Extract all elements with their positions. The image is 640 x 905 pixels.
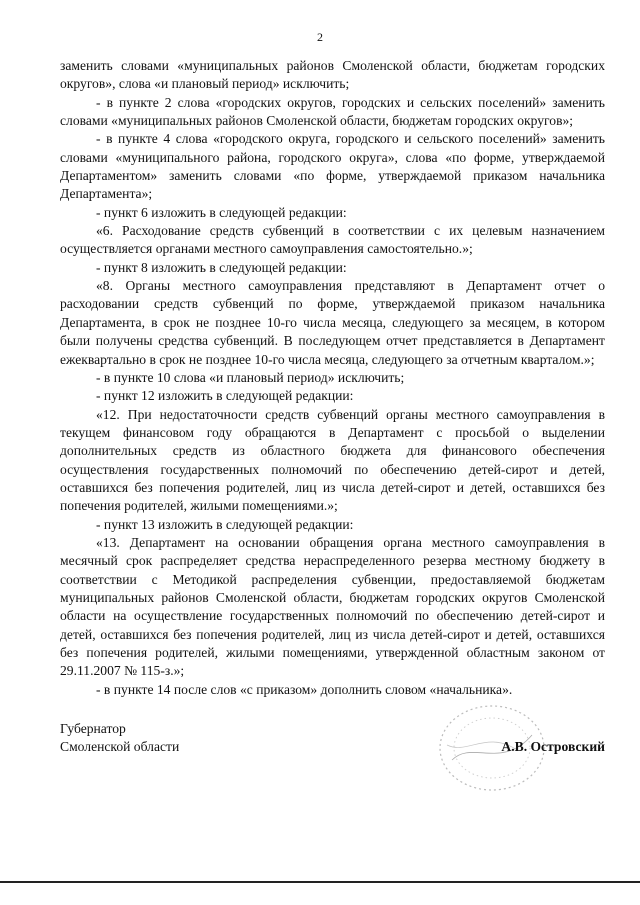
paragraph: - пункт 8 изложить в следующей редакции: (96, 259, 347, 275)
paragraph: «12. При недостаточности средств субвенций органы местного самоуправления в текущем финансовом году обращаются в Департамент с просьбой о выделении дополнительных средств из областного бюджета для финансового обеспечения осуществления государственных полномочий по обеспечению детей-сирот и детей, оставшихся без попечения родителей, лиц из числа детей-сирот и детей, оставшихся без попечения родителей, жилыми помещениями.»; (60, 406, 605, 514)
paragraph: - в пункте 10 слова «и плановый период» исключить; (96, 369, 405, 385)
paragraph: - в пункте 2 слова «городских округов, городских и сельских поселений» заменить словами «муниципальных районов Смоленской области, бюджетам городских округов»; (60, 94, 605, 129)
signer-title-line2: Смоленской области (60, 739, 180, 755)
paragraph: - в пункте 14 после слов «с приказом» дополнить словом «начальника». (96, 681, 513, 697)
signer-title-line1: Губернатор (60, 721, 126, 736)
paragraph: «13. Департамент на основании обращения органа местного самоуправления в месячный срок распределяет средства нераспределенного резерва местному бюджету в соответствии с Методикой распределения субвенции, предоставляемой бюджетам муниципальных районов Смоленской области, бюджетам городских округов Смоленской области на осуществление государственных полномочий по обеспечению детей-сирот и детей, оставшихся без попечения родителей, лиц из числа детей-сирот и детей, оставшихся без попечения родителей, жилыми помещениями, утвержденной областным законом от 29.11.2007 № 115-з.»; (60, 534, 605, 679)
page-number: 2 (317, 30, 323, 44)
signer-title (60, 720, 179, 757)
paragraph: - пункт 13 изложить в следующей редакции: (96, 516, 354, 532)
signer-name: А.В. Островский (501, 739, 605, 754)
paragraph: «8. Органы местного самоуправления представляют в Департамент отчет о расходовании средств субвенций по форме, утверждаемой приказом начальника Департамента, в срок не позднее 10-го числа месяца, следующего за месяцем, в котором были получены средства субвенций. В последующем отчет представляется в Департамент ежеквартально в срок не позднее 10-го числа месяца, следующего за отчетным кварталом.»; (60, 278, 605, 367)
document-body (60, 57, 605, 699)
paragraph: - пункт 12 изложить в следующей редакции: (96, 388, 354, 404)
paragraph: заменить словами «муниципальных районов Смоленской области, бюджетам городских округов», слова «и плановый период» исключить; (60, 58, 605, 92)
bottom-divider (0, 881, 640, 883)
paragraph: - пункт 6 изложить в следующей редакции: (96, 204, 347, 220)
paragraph: «6. Расходование средств субвенций в соответствии с их целевым назначением осуществляется органами местного самоуправления самостоятельно.»; (60, 223, 605, 257)
paragraph: - в пункте 4 слова «городского округа, городского и сельского поселений» заменить словами «муниципального района, городского округа», слова «по форме, утверждаемой Департаментом» заменить словами «по форме, утверждаемой приказом начальника Департамента»; (60, 131, 605, 202)
